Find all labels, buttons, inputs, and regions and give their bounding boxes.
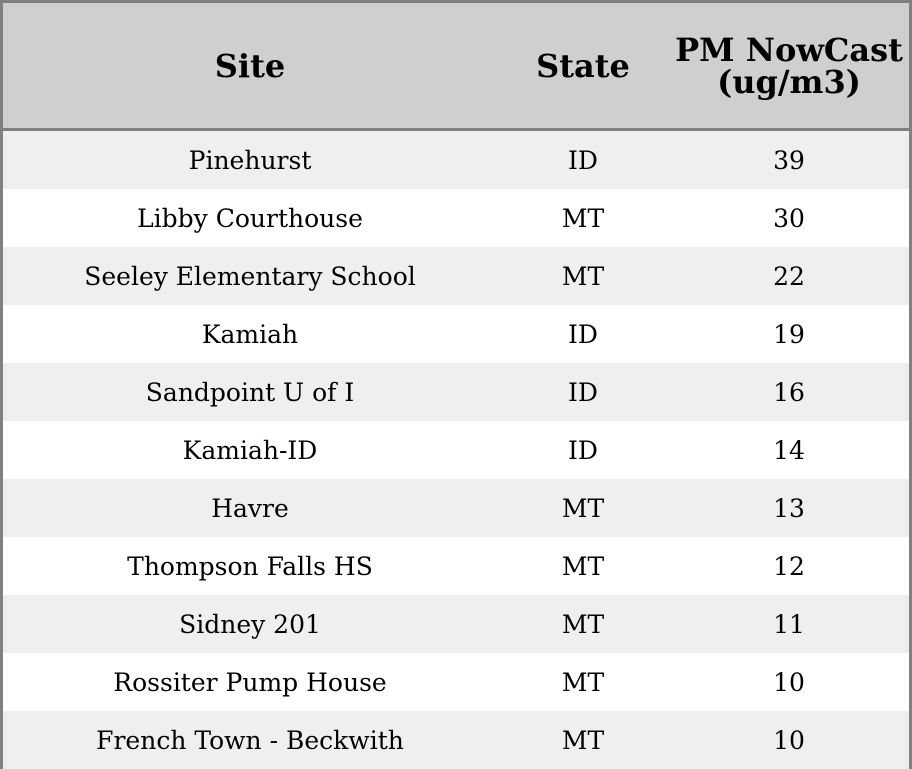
cell-site: Kamiah xyxy=(3,305,497,363)
cell-pm: 13 xyxy=(669,479,909,537)
table-row xyxy=(3,595,909,653)
cell-pm: 16 xyxy=(669,363,909,421)
cell-site: Rossiter Pump House xyxy=(3,653,497,711)
table-row xyxy=(3,305,909,363)
table-row xyxy=(3,363,909,421)
cell-pm: 30 xyxy=(669,189,909,247)
table-row xyxy=(3,653,909,711)
cell-state: ID xyxy=(497,421,669,479)
cell-state: MT xyxy=(497,479,669,537)
cell-site: Havre xyxy=(3,479,497,537)
cell-pm: 14 xyxy=(669,421,909,479)
cell-state: MT xyxy=(497,595,669,653)
cell-pm: 11 xyxy=(669,595,909,653)
cell-state: MT xyxy=(497,653,669,711)
cell-state: ID xyxy=(497,130,669,190)
column-header-site: Site xyxy=(3,3,497,130)
cell-site: Thompson Falls HS xyxy=(3,537,497,595)
cell-pm: 22 xyxy=(669,247,909,305)
table-row xyxy=(3,537,909,595)
table-row xyxy=(3,189,909,247)
table-row xyxy=(3,130,909,190)
table-header-row xyxy=(3,3,909,130)
column-header-pm-nowcast: PM NowCast (ug/m3) xyxy=(669,3,909,130)
cell-pm: 19 xyxy=(669,305,909,363)
cell-state: MT xyxy=(497,247,669,305)
cell-pm: 10 xyxy=(669,653,909,711)
table-row xyxy=(3,479,909,537)
cell-site: French Town - Beckwith xyxy=(3,711,497,769)
cell-state: MT xyxy=(497,537,669,595)
cell-site: Pinehurst xyxy=(3,130,497,190)
cell-state: MT xyxy=(497,711,669,769)
table-row xyxy=(3,247,909,305)
cell-site: Kamiah-ID xyxy=(3,421,497,479)
cell-site: Seeley Elementary School xyxy=(3,247,497,305)
cell-state: ID xyxy=(497,305,669,363)
cell-site: Libby Courthouse xyxy=(3,189,497,247)
table-row xyxy=(3,421,909,479)
table-row xyxy=(3,711,909,769)
cell-site: Sidney 201 xyxy=(3,595,497,653)
cell-state: ID xyxy=(497,363,669,421)
column-header-state: State xyxy=(497,3,669,130)
cell-pm: 10 xyxy=(669,711,909,769)
cell-state: MT xyxy=(497,189,669,247)
cell-pm: 12 xyxy=(669,537,909,595)
cell-pm: 39 xyxy=(669,130,909,190)
cell-site: Sandpoint U of I xyxy=(3,363,497,421)
pm-nowcast-table xyxy=(3,3,909,769)
